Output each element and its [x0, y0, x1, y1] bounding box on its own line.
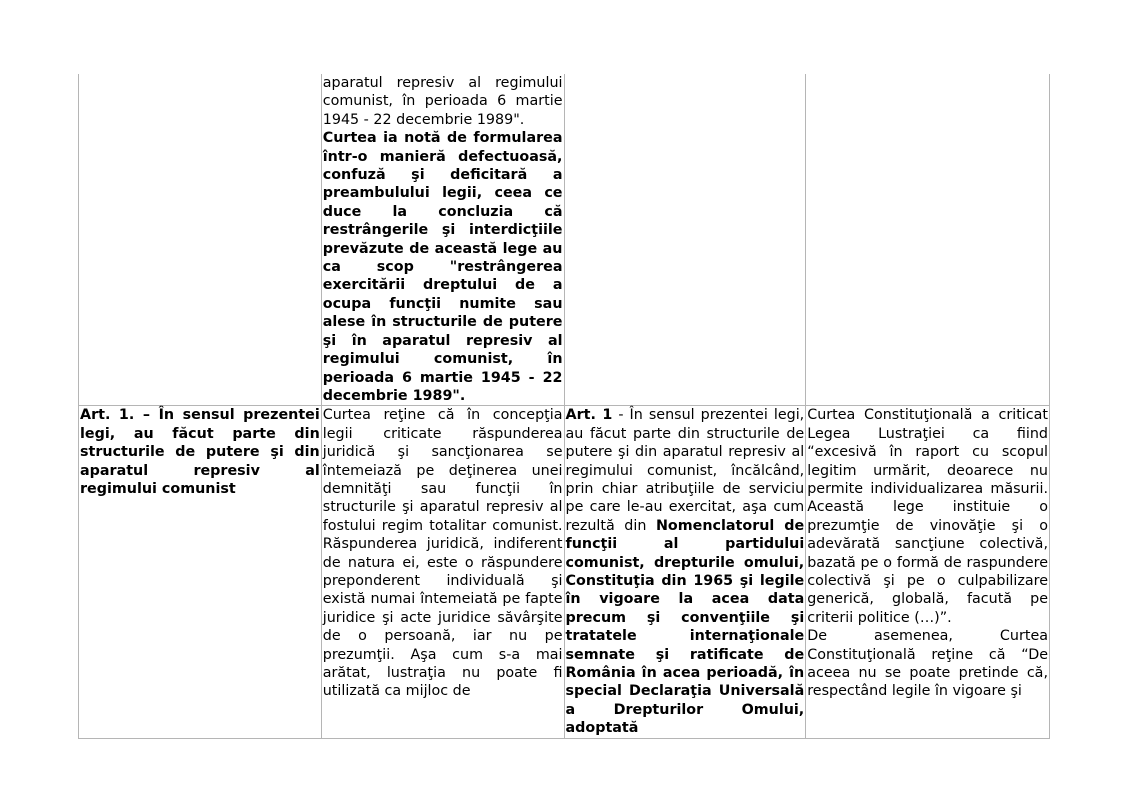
table-row	[79, 406, 1050, 738]
cell-r2-c4	[806, 406, 1050, 738]
cell-r1-c3	[564, 74, 806, 406]
article-body-bold: Nomenclatorul de funcţii al partidului comunist, drepturile omului, Constituţia din 1965 şi legile în vigoare la acea data precum şi convenţiile şi tratatele internaţionale semnate şi ratificate de România în acea perioadă, în special Declaraţia Universală a Drepturilor Omului, adoptată	[565, 517, 805, 737]
court-note-bold: Curtea ia notă de formularea într-o manieră defectuoasă, confuză şi deficitară a preambulului legii, ceea ce duce la concluzia că restrângerile şi interdicţiile prevăzute de această lege au ca scop "restrângerea exercitării dreptului de a ocupa funcţii numite sau alese în structurile de putere şi în aparatul represiv al regimului comunist, în perioada 6 martie 1945 - 22 decembrie 1989".	[322, 130, 563, 404]
article-label: Art. 1	[565, 407, 613, 424]
article-body: - În sensul prezentei legi, au făcut parte din structurile de putere şi din aparatul represiv al regimului comunist, încălcând, prin chiar atribuţiile de serviciu pe care le-au exercitat, aşa cum rezultă din	[565, 407, 805, 534]
cell-r2-c3	[564, 406, 806, 738]
comparison-table	[78, 74, 1050, 739]
article-heading: Art. 1. – În sensul prezentei legi, au făcut parte din structurile de putere şi din aparatul represiv al regimului comunist	[80, 407, 320, 497]
paragraph-text: Curtea reţine că în concepţia legii criticate răspunderea juridică şi sancţionarea se întemeiază pe deţinerea unei demnităţi sau funcţii în structurile şi aparatul represiv al fostului regim totalitar comunist. Răspunderea juridică, indiferent de natura ei, este o răspundere preponderent individuală şi există numai întemeiată pe fapte juridice şi acte juridice săvârşite de o persoană, iar nu pe prezumţii. Aşa cum s-a mai arătat, lustraţia nu poate fi utilizată ca mijloc de	[322, 407, 563, 700]
cell-r1-c4	[806, 74, 1050, 406]
paragraph-text: Curtea Constituţională a criticat Legea Lustraţiei ca fiind “excesivă în raport cu scopul legitim urmărit, deoarece nu permite individualizarea măsurii. Această lege instituie o prezumţie de vinovăţie şi o adevărată sancţiune colectivă, bazată pe o formă de raspundere colectivă şi pe o culpabilizare generică, globală, facută pe criterii politice (…)”.	[807, 407, 1048, 626]
cell-r1-c2	[321, 74, 564, 406]
cell-r2-c1	[79, 406, 322, 738]
paragraph-text: De asemenea, Curtea Constituţională reţine că “De aceea nu se poate pretinde că, respectând legile în vigoare şi	[807, 628, 1048, 700]
article-text	[566, 406, 805, 737]
cell-r1-c1	[79, 74, 322, 406]
table-row	[79, 74, 1050, 406]
cell-r2-c2	[321, 406, 564, 738]
paragraph-text: aparatul represiv al regimului comunist, în perioada 6 martie 1945 - 22 decembrie 1989".	[322, 75, 563, 128]
